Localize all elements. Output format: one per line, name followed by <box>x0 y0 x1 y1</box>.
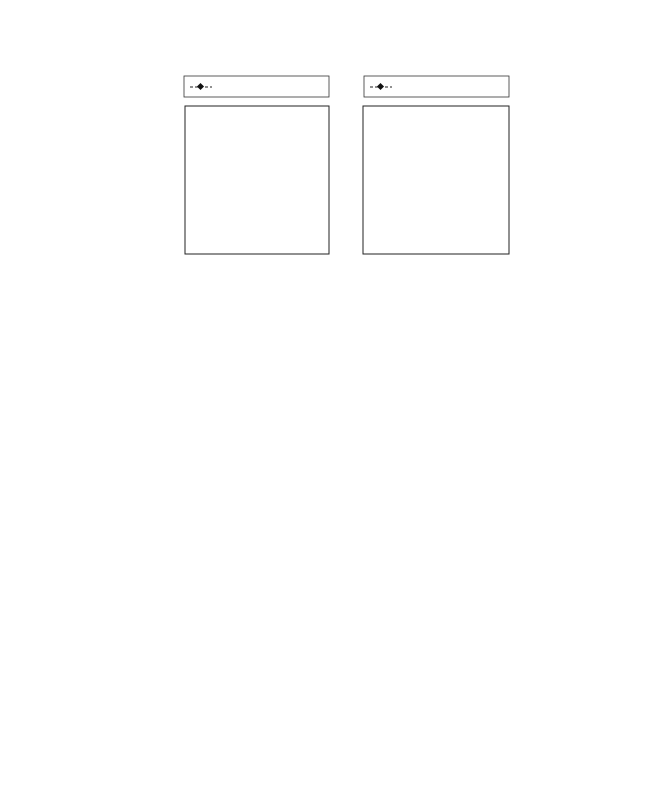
panel-b-plot-frame <box>363 106 509 254</box>
panel-a-plot-frame <box>185 106 329 254</box>
panel-b-legend-marker <box>377 83 384 90</box>
panel-a-legend-marker <box>197 83 204 90</box>
figure-5-7 <box>0 62 648 284</box>
